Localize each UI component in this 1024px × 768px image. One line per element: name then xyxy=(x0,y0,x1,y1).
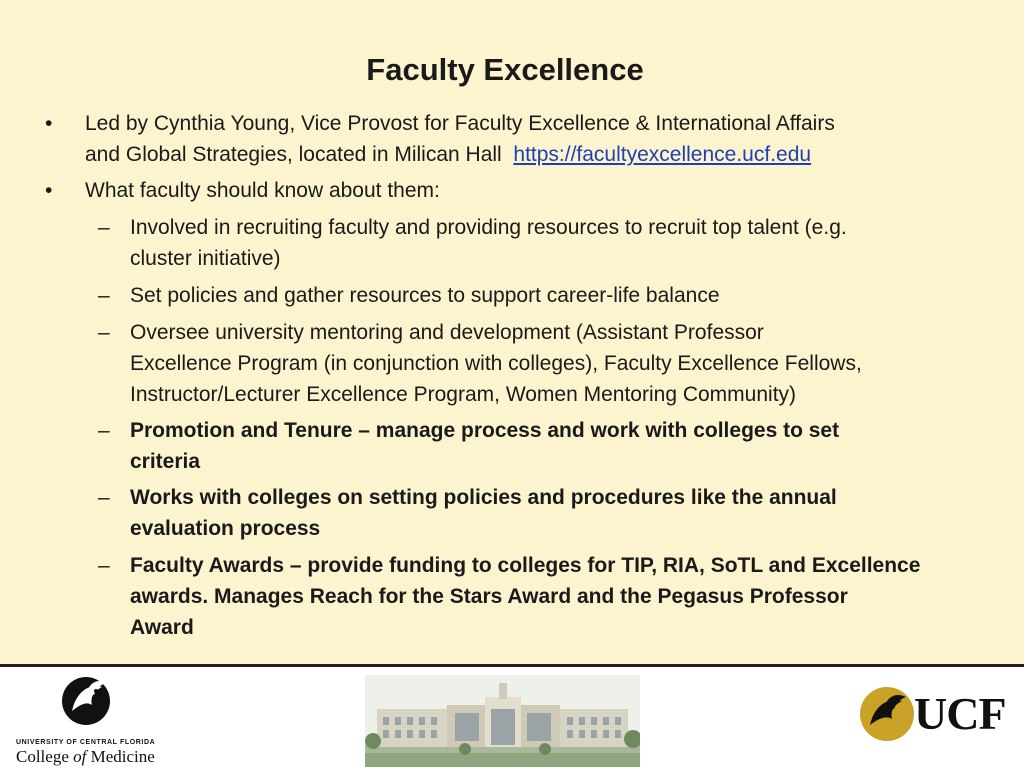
subbullet-text-line: evaluation process xyxy=(130,517,321,540)
subbullet-text-line: Excellence Program (in conjunction with colleges), Faculty Excellence Fellows, xyxy=(130,352,862,375)
bullet-text-line: and Global Strategies, located in Milican Hall xyxy=(85,143,502,166)
pegasus-icon xyxy=(58,671,118,731)
subbullet-item xyxy=(98,280,720,311)
subbullet-item xyxy=(98,415,840,473)
college-building-image xyxy=(365,675,640,767)
bullet-item xyxy=(45,175,440,206)
subbullet-item xyxy=(98,482,837,540)
subbullet-text-line: Set policies and gather resources to support career-life balance xyxy=(130,284,720,307)
college-of-medicine-logo xyxy=(14,671,164,766)
subbullet-item xyxy=(98,212,847,270)
ucf-logo xyxy=(858,683,1010,747)
subbullet-marker: – xyxy=(98,554,110,577)
bullet-text: What faculty should know about them: xyxy=(85,179,440,202)
subbullet-text-line: cluster initiative) xyxy=(130,247,281,270)
subbullet-text-line: criteria xyxy=(130,450,201,473)
subbullet-text-line: Oversee university mentoring and development (Assistant Professor xyxy=(130,321,764,344)
bullet-item xyxy=(45,108,835,166)
subbullet-text-line: Promotion and Tenure – manage process and work with colleges to set xyxy=(130,419,840,442)
subbullet-text-line: Works with colleges on setting policies and procedures like the annual xyxy=(130,486,837,509)
subbullet-item xyxy=(98,550,921,639)
subbullet-marker: – xyxy=(98,419,110,442)
faculty-excellence-link[interactable]: https://facultyexcellence.ucf.edu xyxy=(513,143,812,166)
subbullet-marker: – xyxy=(98,284,110,307)
college-name-text: College of Medicine xyxy=(16,747,155,766)
ucf-wordmark: UCF xyxy=(914,688,1006,739)
bullet-marker: • xyxy=(45,179,53,202)
subbullet-text-line: awards. Manages Reach for the Stars Award and the Pegasus Professor xyxy=(130,585,848,608)
bullet-text-line: Led by Cynthia Young, Vice Provost for Faculty Excellence & International Affairs xyxy=(85,112,835,135)
subbullet-marker: – xyxy=(98,216,110,239)
university-name-text: UNIVERSITY OF CENTRAL FLORIDA xyxy=(16,739,156,746)
subbullet-text-line: Faculty Awards – provide funding to colleges for TIP, RIA, SoTL and Excellence xyxy=(130,554,921,577)
subbullet-item xyxy=(98,317,862,406)
subbullet-marker: – xyxy=(98,321,110,344)
subbullet-marker: – xyxy=(98,486,110,509)
bullet-marker: • xyxy=(45,112,53,135)
subbullet-text-line: Involved in recruiting faculty and providing resources to recruit top talent (e.g. xyxy=(130,216,847,239)
subbullet-text-line: Award xyxy=(130,616,194,639)
subbullet-text-line: Instructor/Lecturer Excellence Program, Women Mentoring Community) xyxy=(130,383,797,406)
footer xyxy=(0,667,1024,768)
slide-title: Faculty Excellence xyxy=(366,52,644,87)
ucf-pegasus-icon xyxy=(858,685,916,743)
